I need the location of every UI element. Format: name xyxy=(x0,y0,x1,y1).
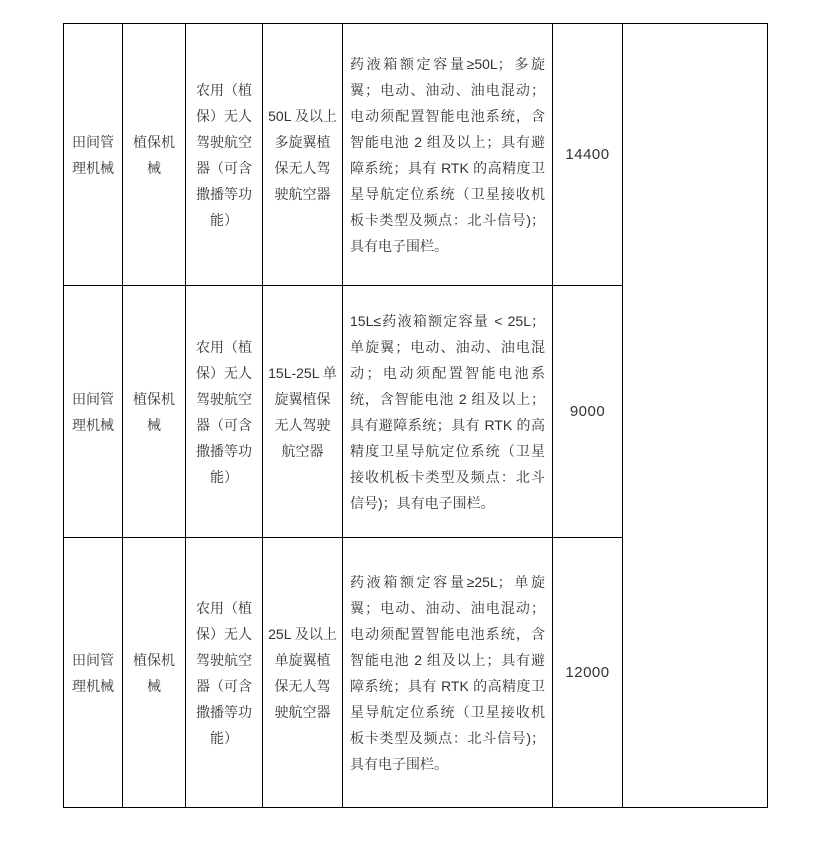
cell-amount: 14400 xyxy=(553,24,623,286)
cell-spec: 15L-25L 单旋翼植保无人驾驶航空器 xyxy=(263,286,343,538)
subsidy-table xyxy=(63,23,768,808)
cell-notes-empty xyxy=(623,24,768,808)
cell-description: 15L≤药液箱额定容量 < 25L；单旋翼；电动、油动、油电混动；电动须配置智能电池系统，含智能电池 2 组及以上；具有避障系统；具有 RTK 的高精度卫星导航定位系统（卫星接收机板卡类型及频点：北斗信号)；具有电子围栏。 xyxy=(343,286,553,538)
cell-category: 田间管理机械 xyxy=(64,286,123,538)
cell-spec: 25L 及以上单旋翼植保无人驾驶航空器 xyxy=(263,538,343,808)
table-row xyxy=(64,24,768,286)
cell-subcategory: 植保机械 xyxy=(123,538,186,808)
cell-spec: 50L 及以上多旋翼植保无人驾驶航空器 xyxy=(263,24,343,286)
cell-category: 田间管理机械 xyxy=(64,24,123,286)
cell-amount: 12000 xyxy=(553,538,623,808)
cell-description: 药液箱额定容量≥25L；单旋翼；电动、油动、油电混动；电动须配置智能电池系统，含智能电池 2 组及以上；具有避障系统；具有 RTK 的高精度卫星导航定位系统（卫星接收机板卡类型及频点：北斗信号)；具有电子围栏。 xyxy=(343,538,553,808)
cell-subcategory: 植保机械 xyxy=(123,286,186,538)
cell-category: 田间管理机械 xyxy=(64,538,123,808)
cell-description: 药液箱额定容量≥50L；多旋翼；电动、油动、油电混动；电动须配置智能电池系统，含智能电池 2 组及以上；具有避障系统；具有 RTK 的高精度卫星导航定位系统（卫星接收机板卡类型及频点：北斗信号)；具有电子围栏。 xyxy=(343,24,553,286)
cell-item: 农用（植保）无人驾驶航空器（可含撒播等功能） xyxy=(186,286,263,538)
cell-subcategory: 植保机械 xyxy=(123,24,186,286)
cell-item: 农用（植保）无人驾驶航空器（可含撒播等功能） xyxy=(186,24,263,286)
cell-amount: 9000 xyxy=(553,286,623,538)
cell-item: 农用（植保）无人驾驶航空器（可含撒播等功能） xyxy=(186,538,263,808)
